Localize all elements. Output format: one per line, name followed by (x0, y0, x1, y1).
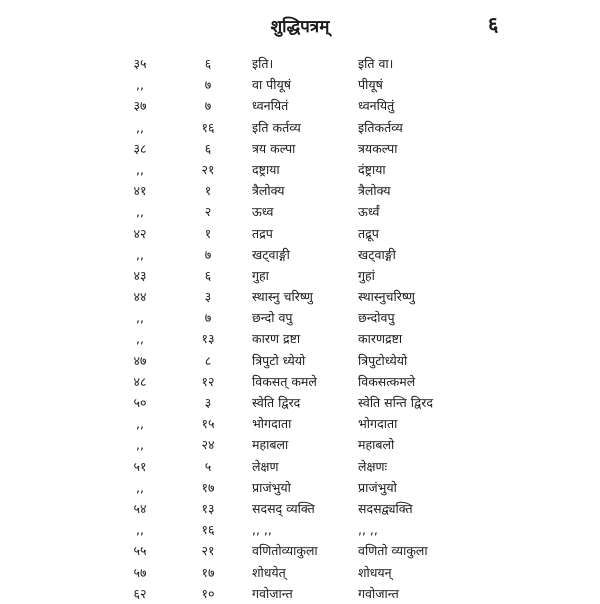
table-row (0, 371, 600, 392)
incorrect-text-cell: वा पीयूषं (252, 77, 291, 93)
incorrect-text-cell: सदसद् व्यक्ति (252, 500, 315, 516)
correct-text-cell: ,, ,, (358, 522, 378, 538)
page-number-cell: ५५ (133, 543, 147, 559)
correct-text-cell: त्रैलोक्य (358, 183, 391, 199)
table-row (0, 159, 600, 180)
table-row (0, 223, 600, 244)
table-row (0, 74, 600, 95)
page-number-cell: ,, (136, 522, 144, 538)
correct-text-cell: त्रयकल्पा (358, 140, 398, 156)
table-row (0, 286, 600, 307)
line-number-cell: ६ (204, 56, 212, 71)
incorrect-text-cell: प्राजंभुयो (252, 479, 291, 495)
line-number-cell: १६ (201, 522, 215, 538)
incorrect-text-cell: भोगदाता (252, 416, 292, 432)
table-row (0, 328, 600, 349)
page-number-cell: ३७ (133, 98, 147, 114)
correct-text-cell: स्थास्नुचरिष्णु (358, 289, 415, 305)
correct-text-cell: गुहां (358, 267, 375, 283)
correct-text-cell: दंष्ट्राया (358, 161, 386, 177)
page-number-cell: ६२ (133, 585, 147, 601)
table-row (0, 540, 600, 561)
table-row (0, 180, 600, 201)
correct-text-cell: छन्दोवपु (358, 310, 395, 326)
incorrect-text-cell: गुहा (252, 267, 269, 283)
table-row (0, 392, 600, 413)
page-number-cell: ५४ (133, 500, 147, 516)
incorrect-text-cell: गवोजान्त (252, 585, 293, 601)
correct-text-cell: महाबलो (358, 437, 395, 453)
errata-table (0, 53, 600, 604)
correct-text-cell: ध्वनयितुं (358, 98, 395, 114)
table-row (0, 53, 600, 74)
correct-text-cell: स्वेति सन्ति द्विरद (358, 395, 433, 410)
line-number-cell: ३ (204, 289, 212, 305)
incorrect-text-cell: शोधयेत् (252, 564, 286, 580)
correct-text-cell: वणितो व्याकुला (358, 543, 428, 559)
line-number-cell: १७ (201, 564, 215, 580)
table-row (0, 477, 600, 498)
incorrect-text-cell: दष्ट्राया (252, 161, 280, 177)
correct-text-cell: विकसत्कमले (358, 373, 416, 389)
correct-text-cell: शोधयन् (358, 564, 392, 580)
page-number-cell: ,, (136, 246, 144, 262)
line-number-cell: ३ (204, 395, 212, 410)
page-number-cell: ,, (136, 331, 144, 347)
correct-text-cell: भोगदाता (358, 416, 398, 432)
line-number-cell: ७ (204, 246, 212, 262)
line-number-cell: ८ (204, 352, 212, 368)
table-row (0, 498, 600, 519)
page-number-cell: ,, (136, 416, 144, 432)
table-row (0, 117, 600, 138)
correct-text-cell: गवोजान्त (358, 585, 399, 601)
table-row (0, 244, 600, 265)
table-row (0, 201, 600, 222)
page-number-cell: ५७ (133, 564, 147, 580)
line-number-cell: ७ (204, 98, 212, 114)
incorrect-text-cell: स्थास्नु चरिष्णु (252, 289, 313, 305)
incorrect-text-cell: विकसत् कमले (252, 373, 317, 389)
incorrect-text-cell: तद्रप (252, 225, 273, 241)
page-number-cell: ४३ (133, 267, 147, 283)
table-row (0, 265, 600, 286)
incorrect-text-cell: ऊध्व (252, 204, 274, 220)
line-number-cell: १३ (201, 500, 215, 516)
page-number-cell: ३५ (133, 56, 147, 71)
incorrect-text-cell: इति। (252, 56, 274, 71)
table-row (0, 138, 600, 159)
incorrect-text-cell: त्रैलोक्य (252, 183, 285, 199)
incorrect-text-cell: महाबला (252, 437, 289, 453)
table-row (0, 413, 600, 434)
page-number-cell: ,, (136, 204, 144, 220)
correct-text-cell: तद्रूप (358, 225, 379, 241)
line-number-cell: २४ (201, 437, 215, 453)
line-number-cell: १६ (201, 119, 215, 135)
line-number-cell: १० (201, 585, 215, 601)
table-row (0, 562, 600, 583)
correct-text-cell: इति वा। (358, 56, 394, 71)
table-row (0, 95, 600, 116)
page-number-cell: ,, (136, 437, 144, 453)
correct-text-cell: त्रिपुटोध्येयो (358, 352, 408, 368)
table-row (0, 350, 600, 371)
incorrect-text-cell: त्रिपुटो ध्येयो (252, 352, 306, 368)
line-number-cell: १३ (201, 331, 215, 347)
correct-text-cell: ऊर्ध्वं (358, 204, 380, 220)
line-number-cell: १२ (201, 373, 215, 389)
incorrect-text-cell: इति कर्तव्य (252, 119, 301, 135)
page-number-cell: ,, (136, 119, 144, 135)
correct-text-cell: प्राजंभुयो (358, 479, 397, 495)
line-number-cell: २१ (201, 161, 215, 177)
page-number-cell: ४१ (133, 183, 147, 199)
page-number-cell: ४२ (133, 225, 147, 241)
correct-text-cell: पीयूषं (358, 77, 383, 93)
line-number-cell: ६ (204, 140, 212, 156)
incorrect-text-cell: ,, ,, (252, 522, 272, 538)
correct-text-cell: कारणद्रष्टा (358, 331, 403, 347)
incorrect-text-cell: त्रय कल्पा (252, 140, 296, 156)
line-number-cell: २ (204, 204, 212, 220)
table-row (0, 456, 600, 477)
line-number-cell: १ (204, 225, 212, 241)
line-number-cell: १ (204, 183, 212, 199)
line-number-cell: १७ (201, 479, 215, 495)
page-number: ६ (488, 12, 499, 36)
page-title: शुद्धिपत्रम् (270, 17, 330, 37)
incorrect-text-cell: खट्वाङ्गी (252, 246, 290, 262)
page-number-cell: ४७ (133, 352, 147, 368)
table-row (0, 583, 600, 604)
page-number-cell: ,, (136, 161, 144, 177)
incorrect-text-cell: वणितोव्याकुला (252, 543, 318, 559)
page-number-cell: ,, (136, 479, 144, 495)
line-number-cell: ६ (204, 267, 212, 283)
line-number-cell: १५ (201, 416, 215, 432)
correct-text-cell: सदसद्व्यक्ति (358, 500, 413, 516)
table-row (0, 307, 600, 328)
line-number-cell: २१ (201, 543, 215, 559)
line-number-cell: ७ (204, 77, 212, 93)
table-row (0, 519, 600, 540)
page-number-cell: ४४ (133, 289, 147, 305)
incorrect-text-cell: कारण द्रष्टा (252, 331, 301, 347)
table-row (0, 434, 600, 455)
page-number-cell: ४८ (133, 373, 147, 389)
page-number-cell: ५० (133, 395, 147, 410)
correct-text-cell: खट्वाङ्गी (358, 246, 396, 262)
page-number-cell: ५१ (133, 458, 147, 474)
incorrect-text-cell: स्वेति द्विरद (252, 395, 301, 410)
incorrect-text-cell: ध्वनयितं (252, 98, 289, 114)
incorrect-text-cell: लेक्षण (252, 458, 279, 474)
incorrect-text-cell: छन्दो वपु (252, 310, 293, 326)
line-number-cell: ५ (204, 458, 212, 474)
correct-text-cell: इतिकर्तव्य (358, 119, 403, 135)
correct-text-cell: लेक्षणः (358, 458, 388, 474)
line-number-cell: ७ (204, 310, 212, 326)
page-number-cell: ,, (136, 77, 144, 93)
page-number-cell: ,, (136, 310, 144, 326)
page-number-cell: ३८ (133, 140, 147, 156)
